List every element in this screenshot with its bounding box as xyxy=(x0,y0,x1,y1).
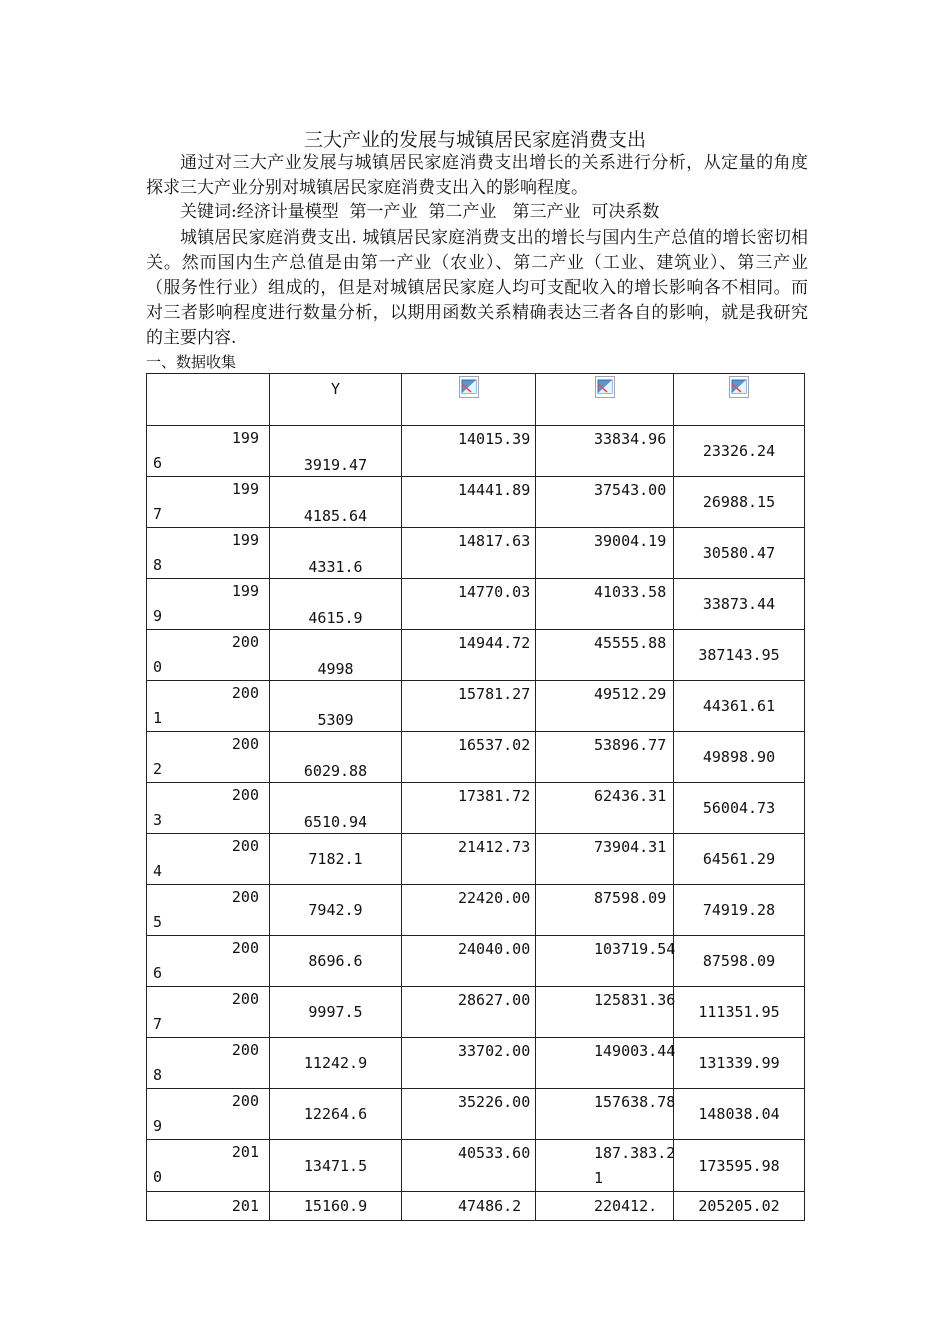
table-row xyxy=(147,426,805,477)
y-value-cell: 8696.6 xyxy=(270,936,402,987)
table-row xyxy=(147,1038,805,1089)
secondary-value: 187.383.21 xyxy=(594,1144,676,1187)
year-cell xyxy=(147,1038,270,1089)
primary-value: 14817.63 xyxy=(458,532,531,550)
y-value-cell: 6029.88 xyxy=(270,732,402,783)
table-row xyxy=(147,732,805,783)
tertiary-value-cell: 111351.95 xyxy=(674,987,805,1038)
year-cell xyxy=(147,477,270,528)
secondary-value-cell xyxy=(536,1192,674,1221)
year-cell-bottom: 8 xyxy=(153,556,163,574)
header-primary-cell xyxy=(402,374,536,426)
secondary-value-cell xyxy=(536,732,674,783)
y-value-cell: 3919.47 xyxy=(270,426,402,477)
primary-value: 28627.00 xyxy=(458,991,531,1009)
data-table xyxy=(146,373,805,1221)
secondary-value-cell xyxy=(536,1089,674,1140)
primary-value-cell xyxy=(402,426,536,477)
year-cell-top: 200 xyxy=(231,888,259,906)
year-cell xyxy=(147,885,270,936)
year-cell-top: 200 xyxy=(231,633,259,651)
tertiary-value-cell: 26988.15 xyxy=(674,477,805,528)
year-cell-top: 200 xyxy=(231,990,259,1008)
secondary-value-cell xyxy=(536,936,674,987)
year-cell-top: 201 xyxy=(231,1143,259,1161)
secondary-value-cell xyxy=(536,1140,674,1192)
y-value-cell: 11242.9 xyxy=(270,1038,402,1089)
secondary-value-cell xyxy=(536,987,674,1038)
tertiary-value-cell: 148038.04 xyxy=(674,1089,805,1140)
header-tertiary-cell xyxy=(674,374,805,426)
secondary-value: 37543.00 xyxy=(594,481,667,499)
primary-value-cell xyxy=(402,1140,536,1192)
year-cell-top: 200 xyxy=(231,939,259,957)
secondary-value: 125831.36 xyxy=(594,991,676,1009)
secondary-value-cell xyxy=(536,885,674,936)
year-cell-top: 199 xyxy=(231,582,259,600)
year-cell-top: 199 xyxy=(231,429,259,447)
y-value-cell: 4331.6 xyxy=(270,528,402,579)
primary-value: 40533.60 xyxy=(458,1144,531,1162)
primary-value: 21412.73 xyxy=(458,838,531,856)
table-body xyxy=(147,426,805,1221)
table-row xyxy=(147,936,805,987)
y-value-cell: 4998 xyxy=(270,630,402,681)
y-value-cell: 9997.5 xyxy=(270,987,402,1038)
tertiary-value-cell: 131339.99 xyxy=(674,1038,805,1089)
header-year-cell xyxy=(147,374,270,426)
tertiary-value-cell: 23326.24 xyxy=(674,426,805,477)
secondary-value-cell xyxy=(536,528,674,579)
table-row xyxy=(147,834,805,885)
primary-value: 22420.00 xyxy=(458,889,531,907)
year-cell-bottom: 7 xyxy=(153,1015,163,1033)
header-secondary-cell xyxy=(536,374,674,426)
secondary-value-cell xyxy=(536,783,674,834)
table-row xyxy=(147,1089,805,1140)
table-row xyxy=(147,885,805,936)
primary-value-cell xyxy=(402,681,536,732)
y-value-cell: 13471.5 xyxy=(270,1140,402,1192)
year-cell xyxy=(147,630,270,681)
keywords-line: 关键词:经济计量模型 第一产业 第二产业 第三产业 可决系数 xyxy=(180,202,660,222)
y-value-cell: 7942.9 xyxy=(270,885,402,936)
year-cell-top: 200 xyxy=(231,786,259,804)
broken-image-icon xyxy=(595,376,615,398)
year-cell xyxy=(147,1089,270,1140)
section-heading: 一、数据收集 xyxy=(146,353,237,371)
year-cell-bottom: 6 xyxy=(153,964,163,982)
tertiary-value-cell: 49898.90 xyxy=(674,732,805,783)
year-cell xyxy=(147,834,270,885)
tertiary-value-cell: 205205.02 xyxy=(674,1192,805,1221)
table-row xyxy=(147,579,805,630)
tertiary-value-cell: 64561.29 xyxy=(674,834,805,885)
year-cell xyxy=(147,783,270,834)
year-cell-bottom: 6 xyxy=(153,454,163,472)
year-cell-bottom: 1 xyxy=(153,709,163,727)
primary-value: 33702.00 xyxy=(458,1042,531,1060)
year-cell-bottom: 4 xyxy=(153,862,163,880)
year-cell-top: 199 xyxy=(231,531,259,549)
secondary-value-cell xyxy=(536,477,674,528)
table-row xyxy=(147,1140,805,1192)
secondary-value: 53896.77 xyxy=(594,736,667,754)
primary-value: 14944.72 xyxy=(458,634,531,652)
secondary-value: 33834.96 xyxy=(594,430,667,448)
primary-value-cell xyxy=(402,1038,536,1089)
year-cell-top: 200 xyxy=(231,1092,259,1110)
year-cell-bottom: 0 xyxy=(153,1168,163,1186)
table-row xyxy=(147,477,805,528)
secondary-value-cell xyxy=(536,426,674,477)
broken-image-icon xyxy=(729,376,749,398)
secondary-value: 220412. xyxy=(594,1197,658,1215)
primary-value: 35226.00 xyxy=(458,1093,531,1111)
year-cell-bottom: 7 xyxy=(153,505,163,523)
table-row xyxy=(147,783,805,834)
tertiary-value-cell: 44361.61 xyxy=(674,681,805,732)
primary-value: 14770.03 xyxy=(458,583,531,601)
primary-value-cell xyxy=(402,528,536,579)
tertiary-value-cell: 173595.98 xyxy=(674,1140,805,1192)
year-cell-top: 200 xyxy=(231,837,259,855)
table-row xyxy=(147,681,805,732)
table-row xyxy=(147,528,805,579)
table-row xyxy=(147,630,805,681)
secondary-value: 73904.31 xyxy=(594,838,667,856)
year-cell xyxy=(147,732,270,783)
tertiary-value-cell: 56004.73 xyxy=(674,783,805,834)
tertiary-value-cell: 87598.09 xyxy=(674,936,805,987)
year-cell-top: 200 xyxy=(231,684,259,702)
y-value-cell: 4615.9 xyxy=(270,579,402,630)
body-paragraph: 城镇居民家庭消费支出. 城镇居民家庭消费支出的增长与国内生产总值的增长密切相关。然而国内生产总值是由第一产业（农业）、第二产业（工业、建筑业）、第三产业（服务性行业）组成的，但是对城镇居民家庭人均可支配收入的增长影响各不相同。而对三者影响程度进行数量分析，以期用函数关系精确表达三者各自的影响，就是我研究的主要内容. xyxy=(146,228,808,348)
year-cell-bottom: 8 xyxy=(153,1066,163,1084)
year-cell-bottom: 2 xyxy=(153,760,163,778)
secondary-value: 49512.29 xyxy=(594,685,667,703)
primary-value: 16537.02 xyxy=(458,736,531,754)
year-cell xyxy=(147,936,270,987)
secondary-value-cell xyxy=(536,681,674,732)
primary-value-cell xyxy=(402,579,536,630)
primary-value-cell xyxy=(402,630,536,681)
primary-value-cell xyxy=(402,834,536,885)
secondary-value-cell xyxy=(536,579,674,630)
tertiary-value-cell: 30580.47 xyxy=(674,528,805,579)
year-cell-bottom: 9 xyxy=(153,607,163,625)
primary-value-cell xyxy=(402,936,536,987)
year-cell-top: 200 xyxy=(231,1041,259,1059)
year-cell-top: 201 xyxy=(231,1197,259,1215)
tertiary-value-cell: 33873.44 xyxy=(674,579,805,630)
page-title: 三大产业的发展与城镇居民家庭消费支出 xyxy=(303,129,646,151)
primary-value-cell xyxy=(402,477,536,528)
year-cell xyxy=(147,579,270,630)
y-value-cell: 12264.6 xyxy=(270,1089,402,1140)
secondary-value: 103719.54 xyxy=(594,940,676,958)
y-value-cell: 7182.1 xyxy=(270,834,402,885)
primary-value-cell xyxy=(402,1192,536,1221)
y-value-cell: 6510.94 xyxy=(270,783,402,834)
table-row xyxy=(147,1192,805,1221)
table-header-row xyxy=(147,374,805,426)
header-y-cell: Y xyxy=(270,374,402,426)
table-row xyxy=(147,987,805,1038)
year-cell-bottom: 5 xyxy=(153,913,163,931)
secondary-value-cell xyxy=(536,1038,674,1089)
year-cell-bottom: 9 xyxy=(153,1117,163,1135)
year-cell xyxy=(147,426,270,477)
year-cell-top: 200 xyxy=(231,735,259,753)
tertiary-value-cell: 74919.28 xyxy=(674,885,805,936)
primary-value: 47486.2 xyxy=(458,1197,522,1215)
year-cell-bottom: 3 xyxy=(153,811,163,829)
year-cell-top: 199 xyxy=(231,480,259,498)
primary-value-cell xyxy=(402,783,536,834)
broken-image-icon xyxy=(459,376,479,398)
year-cell-bottom: 0 xyxy=(153,658,163,676)
year-cell xyxy=(147,1140,270,1192)
primary-value-cell xyxy=(402,1089,536,1140)
primary-value: 24040.00 xyxy=(458,940,531,958)
secondary-value: 41033.58 xyxy=(594,583,667,601)
secondary-value-cell xyxy=(536,834,674,885)
primary-value-cell xyxy=(402,885,536,936)
y-value-cell: 4185.64 xyxy=(270,477,402,528)
secondary-value: 157638.78 xyxy=(594,1093,676,1111)
year-cell xyxy=(147,987,270,1038)
primary-value-cell xyxy=(402,987,536,1038)
y-value-cell: 15160.9 xyxy=(270,1192,402,1221)
secondary-value: 62436.31 xyxy=(594,787,667,805)
abstract-paragraph: 通过对三大产业发展与城镇居民家庭消费支出增长的关系进行分析，从定量的角度探求三大产业分别对城镇居民家庭消费支出入的影响程度。 xyxy=(146,153,808,198)
primary-value: 15781.27 xyxy=(458,685,531,703)
tertiary-value-cell: 387143.95 xyxy=(674,630,805,681)
year-cell xyxy=(147,1192,270,1221)
primary-value: 14441.89 xyxy=(458,481,531,499)
year-cell xyxy=(147,681,270,732)
primary-value: 14015.39 xyxy=(458,430,531,448)
primary-value-cell xyxy=(402,732,536,783)
y-value-cell: 5309 xyxy=(270,681,402,732)
secondary-value: 45555.88 xyxy=(594,634,667,652)
secondary-value: 149003.44 xyxy=(594,1042,676,1060)
secondary-value-cell xyxy=(536,630,674,681)
secondary-value: 39004.19 xyxy=(594,532,667,550)
primary-value: 17381.72 xyxy=(458,787,531,805)
secondary-value: 87598.09 xyxy=(594,889,667,907)
year-cell xyxy=(147,528,270,579)
